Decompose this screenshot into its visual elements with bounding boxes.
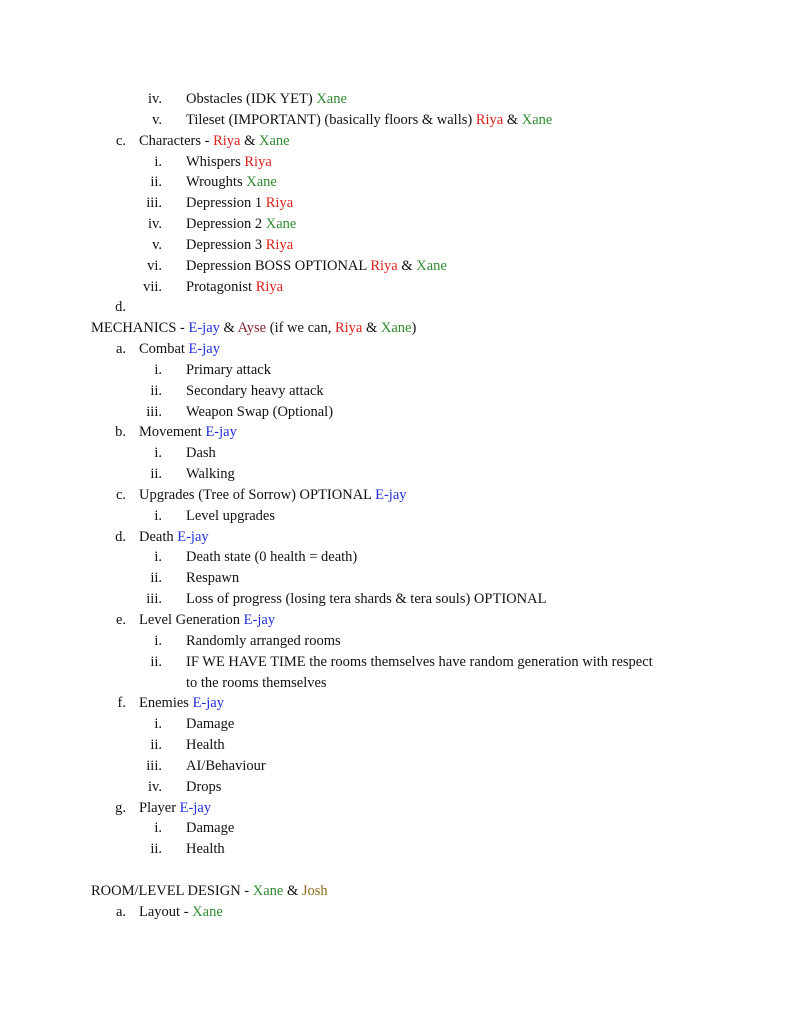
line-text: Respawn xyxy=(186,570,240,587)
line-text: Health xyxy=(186,737,225,754)
outline-line xyxy=(186,777,221,797)
list-marker: ii. xyxy=(150,841,162,858)
outline-line xyxy=(139,339,220,359)
assignee-ejay: E-jay xyxy=(188,320,220,337)
assignee-xane: Xane xyxy=(316,91,347,107)
outline-line xyxy=(186,506,275,526)
list-marker: i. xyxy=(154,716,162,733)
line-text: Death state (0 health = death) xyxy=(186,549,358,566)
list-marker: iv. xyxy=(148,778,162,795)
list-marker: ii. xyxy=(150,466,162,483)
line-text: Drops xyxy=(186,778,222,795)
assignee-riya: Riya xyxy=(213,132,241,149)
outline-line xyxy=(139,422,237,442)
list-marker: c. xyxy=(115,486,126,503)
assignee-josh: Josh xyxy=(301,882,328,899)
list-marker: d. xyxy=(115,528,126,545)
outline-line xyxy=(186,735,225,755)
outline-line xyxy=(186,714,234,734)
line-text: Primary attack xyxy=(186,361,271,378)
assignee-riya: Riya xyxy=(255,278,284,295)
outline-line xyxy=(186,402,333,422)
list-marker: a. xyxy=(115,341,126,358)
list-marker: i. xyxy=(154,153,162,170)
outline-line xyxy=(91,318,416,338)
assignee-xane: Xane xyxy=(246,174,277,191)
list-marker: v. xyxy=(152,111,162,128)
assignee-xane: Xane xyxy=(521,111,553,128)
outline-line xyxy=(186,214,296,234)
line-text: to the rooms themselves xyxy=(186,674,327,691)
line-text: Secondary heavy attack xyxy=(186,382,324,399)
assignee-riya: Riya xyxy=(334,320,363,337)
assignee-ejay: E-jay xyxy=(177,528,209,545)
list-marker: i. xyxy=(154,820,162,837)
assignee-xane: Xane xyxy=(192,903,223,920)
outline-line xyxy=(186,277,283,297)
line-text: Characters - xyxy=(139,132,214,149)
assignee-ejay: E-jay xyxy=(375,486,407,503)
list-marker: ii. xyxy=(150,570,162,587)
list-marker: i. xyxy=(154,507,162,524)
outline-line xyxy=(139,131,290,151)
list-marker: i. xyxy=(154,445,162,462)
outline-line xyxy=(186,235,293,255)
line-text: Damage xyxy=(186,820,235,837)
line-text: Death xyxy=(139,528,178,545)
outline-line xyxy=(186,89,347,109)
outline-line xyxy=(186,256,447,276)
line-text: Layout - xyxy=(139,903,193,920)
outline-line xyxy=(186,172,277,192)
list-marker: f. xyxy=(117,695,126,712)
outline-line xyxy=(186,818,234,838)
outline-line xyxy=(186,756,266,776)
line-text: Tileset (IMPORTANT) (basically floors & walls) xyxy=(186,111,476,128)
assignee-riya: Riya xyxy=(265,236,294,253)
list-marker: ii. xyxy=(150,737,162,754)
line-text: Depression 2 xyxy=(186,216,266,233)
list-marker: i. xyxy=(154,632,162,649)
outline-line xyxy=(186,568,239,588)
line-text: AI/Behaviour xyxy=(186,757,266,774)
assignee-riya: Riya xyxy=(370,257,398,274)
outline-line xyxy=(186,360,271,380)
list-marker: vii. xyxy=(143,278,162,295)
line-text: Walking xyxy=(186,466,235,483)
outline-line xyxy=(186,839,225,859)
list-marker: b. xyxy=(115,424,126,441)
list-marker: ii. xyxy=(150,382,162,399)
assignee-ejay: E-jay xyxy=(179,799,212,816)
assignee-riya: Riya xyxy=(265,195,294,212)
list-marker: ii. xyxy=(150,653,162,670)
outline-line xyxy=(186,464,235,484)
outline-line xyxy=(139,485,407,505)
line-text: Movement xyxy=(139,424,206,441)
assignee-xane: Xane xyxy=(380,320,412,337)
outline-line xyxy=(186,193,293,213)
assignee-ejay: E-jay xyxy=(205,424,237,441)
list-marker: iii. xyxy=(146,591,162,608)
line-text: (if we can, xyxy=(266,320,335,337)
line-text: Obstacles (IDK YET) xyxy=(186,91,317,107)
line-text: & xyxy=(397,257,417,274)
outline-line xyxy=(139,610,275,630)
line-text: Whispers xyxy=(186,153,245,170)
outline-line xyxy=(186,589,546,609)
list-marker: g. xyxy=(115,799,126,816)
outline-line xyxy=(186,110,552,130)
line-text: Depression BOSS OPTIONAL xyxy=(186,257,371,274)
line-text: & xyxy=(362,320,381,337)
assignee-ejay: E-jay xyxy=(188,341,220,358)
outline-line xyxy=(186,547,357,567)
list-marker: iii. xyxy=(146,403,162,420)
outline-line xyxy=(139,527,209,547)
list-marker: e. xyxy=(115,612,126,628)
line-text: Wroughts xyxy=(186,174,247,191)
outline-line xyxy=(186,673,327,693)
line-text: Depression 3 xyxy=(186,236,266,253)
line-text: Upgrades (Tree of Sorrow) OPTIONAL xyxy=(139,486,376,503)
list-marker: i. xyxy=(154,549,162,566)
list-marker: iii. xyxy=(146,757,162,774)
list-marker: a. xyxy=(115,903,126,920)
list-marker: i. xyxy=(154,361,162,378)
line-text: ) xyxy=(411,320,417,337)
line-text: Combat xyxy=(139,341,189,358)
list-marker: iii. xyxy=(146,195,162,212)
line-text: IF WE HAVE TIME the rooms themselves have random generation with respect xyxy=(186,653,653,670)
assignee-xane: Xane xyxy=(416,257,447,274)
line-text: Randomly arranged rooms xyxy=(186,632,341,649)
assignee-xane: Xane xyxy=(259,132,290,149)
outline-line xyxy=(186,631,341,651)
list-marker: c. xyxy=(115,132,126,149)
line-text: MECHANICS - xyxy=(91,320,189,337)
outline-line xyxy=(139,693,224,713)
assignee-ejay: E-jay xyxy=(243,612,276,628)
outline-line xyxy=(186,381,324,401)
assignee-riya: Riya xyxy=(475,111,504,128)
assignee-xane: Xane xyxy=(265,216,297,233)
line-text: & xyxy=(283,882,302,899)
list-marker: d. xyxy=(115,299,126,316)
outline-line xyxy=(186,443,216,463)
list-marker: ii. xyxy=(150,174,162,191)
line-text: Depression 1 xyxy=(186,195,266,212)
outline-line xyxy=(139,798,211,818)
line-text: & xyxy=(240,132,259,149)
list-marker: v. xyxy=(152,236,162,253)
line-text: & xyxy=(219,320,238,337)
assignee-riya: Riya xyxy=(244,153,272,170)
line-text: Dash xyxy=(186,445,216,462)
line-text: Health xyxy=(186,841,225,858)
list-marker: iv. xyxy=(148,91,162,107)
assignee-ejay: E-jay xyxy=(192,695,224,712)
list-marker: vi. xyxy=(147,257,162,274)
outline-line xyxy=(186,652,653,672)
line-text: Level upgrades xyxy=(186,507,275,524)
line-text: Enemies xyxy=(139,695,193,712)
line-text: Level Generation xyxy=(139,612,244,628)
line-text: Protagonist xyxy=(186,278,256,295)
outline-line xyxy=(186,152,272,172)
outline-line xyxy=(139,902,223,922)
line-text: ROOM/LEVEL DESIGN - xyxy=(91,882,253,899)
line-text: Loss of progress (losing tera shards & tera souls) OPTIONAL xyxy=(186,591,547,608)
outline-line xyxy=(91,881,328,901)
assignee-xane: Xane xyxy=(252,882,284,899)
list-marker: iv. xyxy=(148,216,162,233)
line-text: Damage xyxy=(186,716,235,733)
assignee-ayse: Ayse xyxy=(237,320,267,337)
line-text: Player xyxy=(139,799,180,816)
line-text: & xyxy=(503,111,522,128)
line-text: Weapon Swap (Optional) xyxy=(186,403,334,420)
